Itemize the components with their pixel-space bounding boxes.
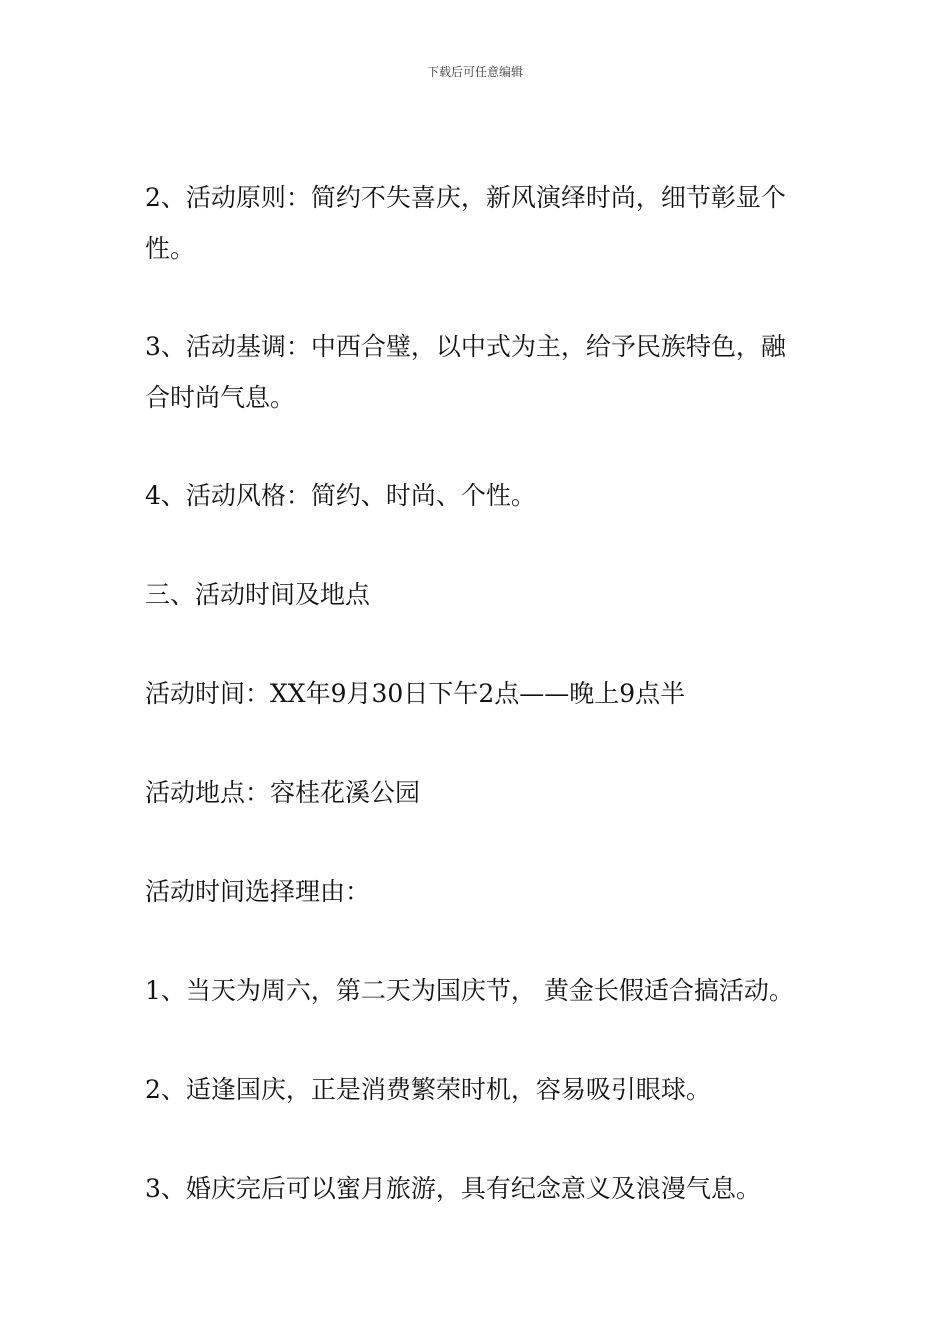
paragraph-event-time: 活动时间：XX年9月30日下午2点——晚上9点半 — [145, 679, 686, 708]
section-heading-time-location: 三、活动时间及地点 — [145, 580, 371, 609]
paragraph-principle: 2、活动原则：简约不失喜庆，新风演绎时尚，细节彰显个性。 — [145, 183, 786, 263]
paragraph-tone: 3、活动基调：中西合璧，以中式为主，给予民族特色，融合时尚气息。 — [145, 332, 786, 412]
document-body — [145, 172, 810, 1262]
page-header: 下载后可任意编辑 — [426, 65, 523, 79]
paragraph-style: 4、活动风格：简约、时尚、个性。 — [145, 481, 536, 510]
paragraph-event-location: 活动地点：容桂花溪公园 — [145, 778, 421, 807]
paragraph-reason-3: 3、婚庆完后可以蜜月旅游，具有纪念意义及浪漫气息。 — [145, 1174, 761, 1203]
paragraph-reason-2: 2、适逢国庆，正是消费繁荣时机，容易吸引眼球。 — [145, 1075, 711, 1104]
paragraph-time-reason-heading: 活动时间选择理由： — [145, 877, 371, 906]
paragraph-reason-1: 1、当天为周六，第二天为国庆节， 黄金长假适合搞活动。 — [145, 976, 794, 1005]
